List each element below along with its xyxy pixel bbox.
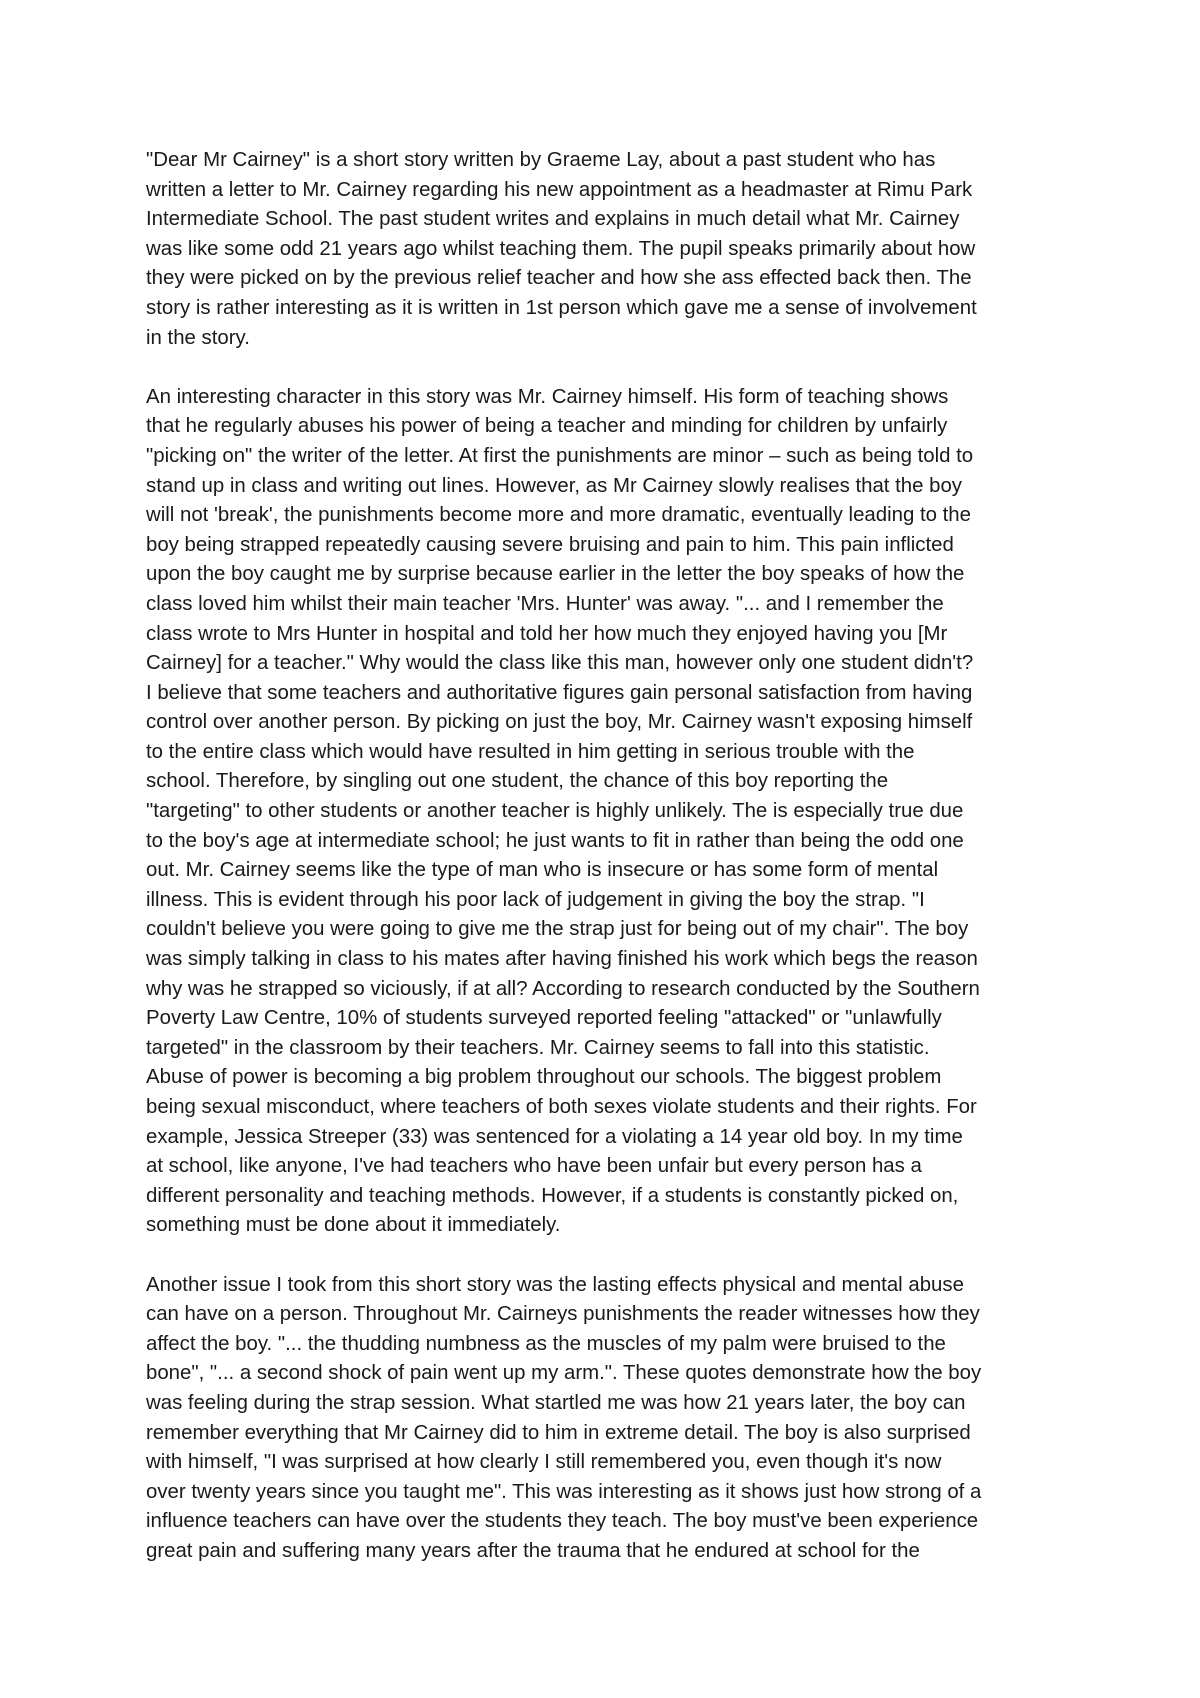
paragraph-introduction	[146, 146, 1076, 353]
text-line: bone", "... a second shock of pain went up my arm.". These quotes demonstrate how the boy	[146, 1362, 982, 1385]
text-line: why was he strapped so viciously, if at all? According to research conducted by the Southern	[146, 977, 980, 1000]
text-line: stand up in class and writing out lines. However, as Mr Cairney slowly realises that the boy	[146, 474, 963, 497]
text-line: that he regularly abuses his power of being a teacher and minding for children by unfairly	[146, 415, 948, 438]
text-line: "Dear Mr Cairney" is a short story written by Graeme Lay, about a past student who has	[146, 149, 936, 171]
text-line: Poverty Law Centre, 10% of students surveyed reported feeling "attacked" or "unlawfully	[146, 1007, 942, 1030]
text-line: in the story.	[146, 326, 250, 349]
text-line: to the entire class which would have resulted in him getting in serious trouble with the	[146, 740, 915, 763]
text-line: Cairney] for a teacher." Why would the class like this man, however only one student didn't?	[146, 652, 974, 675]
text-line: can have on a person. Throughout Mr. Cairneys punishments the reader witnesses how they	[146, 1303, 980, 1326]
text-line: targeted" in the classroom by their teachers. Mr. Cairney seems to fall into this statistic.	[146, 1036, 930, 1059]
text-line: different personality and teaching methods. However, if a students is constantly picked on,	[146, 1184, 959, 1207]
text-line: I believe that some teachers and authoritative figures gain personal satisfaction from having	[146, 681, 973, 704]
text-line: being sexual misconduct, where teachers of both sexes violate students and their rights. For	[146, 1096, 977, 1118]
text-line: out. Mr. Cairney seems like the type of man who is insecure or has some form of mental	[146, 859, 939, 882]
text-line: example, Jessica Streeper (33) was sentenced for a violating a 14 year old boy. In my time	[146, 1125, 963, 1148]
text-line: illness. This is evident through his poor lack of judgement in giving the boy the strap. "I	[146, 888, 925, 911]
text-line: "targeting" to other students or another teacher is highly unlikely. The is especially true due	[146, 800, 964, 823]
paragraph-lasting-effects	[146, 1271, 1076, 1567]
text-line: Intermediate School. The past student writes and explains in much detail what Mr. Cairney	[146, 208, 960, 231]
text-line: at school, like anyone, I've had teachers who have been unfair but every person has a	[146, 1155, 922, 1178]
text-line: boy being strapped repeatedly causing severe bruising and pain to him. This pain inflicted	[146, 533, 954, 556]
text-line: will not 'break', the punishments become more and more dramatic, eventually leading to the	[146, 504, 971, 527]
text-line: An interesting character in this story was Mr. Cairney himself. His form of teaching shows	[146, 385, 949, 408]
text-line: was like some odd 21 years ago whilst teaching them. The pupil speaks primarily about how	[146, 237, 976, 260]
text-line: "picking on" the writer of the letter. At first the punishments are minor – such as being told to	[146, 444, 974, 467]
text-line: was feeling during the strap session. What startled me was how 21 years later, the boy can	[146, 1391, 966, 1414]
text-line: class wrote to Mrs Hunter in hospital and told her how much they enjoyed having you [Mr	[146, 622, 948, 645]
text-line: class loved him whilst their main teacher 'Mrs. Hunter' was away. "... and I remember the	[146, 592, 944, 615]
text-line: was simply talking in class to his mates after having finished his work which begs the reason	[146, 948, 978, 971]
text-line: something must be done about it immediately.	[146, 1214, 561, 1237]
paragraph-character-analysis	[146, 383, 1076, 1241]
text-line: story is rather interesting as it is written in 1st person which gave me a sense of involvement	[146, 296, 977, 319]
text-line: remember everything that Mr Cairney did to him in extreme detail. The boy is also surprised	[146, 1421, 971, 1444]
text-line: influence teachers can have over the students they teach. The boy must've been experience	[146, 1510, 979, 1533]
text-line: couldn't believe you were going to give me the strap just for being out of my chair". The boy	[146, 918, 969, 941]
text-line: school. Therefore, by singling out one student, the chance of this boy reporting the	[146, 770, 889, 793]
text-line: Another issue I took from this short story was the lasting effects physical and mental abuse	[146, 1273, 964, 1296]
text-line: to the boy's age at intermediate school; he just wants to fit in rather than being the odd one	[146, 829, 964, 852]
text-line: Abuse of power is becoming a big problem throughout our schools. The biggest problem	[146, 1066, 942, 1089]
text-line: affect the boy. "... the thudding numbness as the muscles of my palm were bruised to the	[146, 1332, 946, 1355]
text-line: with himself, "I was surprised at how clearly I still remembered you, even though it's now	[146, 1451, 942, 1474]
text-line: they were picked on by the previous relief teacher and how she ass effected back then. The	[146, 267, 972, 290]
text-line: written a letter to Mr. Cairney regarding his new appointment as a headmaster at Rimu Park	[146, 178, 973, 201]
text-line: great pain and suffering many years after the trauma that he endured at school for the	[146, 1539, 920, 1562]
text-line: control over another person. By picking on just the boy, Mr. Cairney wasn't exposing himself	[146, 711, 973, 734]
essay-body	[146, 146, 1076, 1596]
text-line: upon the boy caught me by surprise because earlier in the letter the boy speaks of how the	[146, 563, 965, 586]
text-line: over twenty years since you taught me". This was interesting as it shows just how strong of a	[146, 1480, 982, 1503]
